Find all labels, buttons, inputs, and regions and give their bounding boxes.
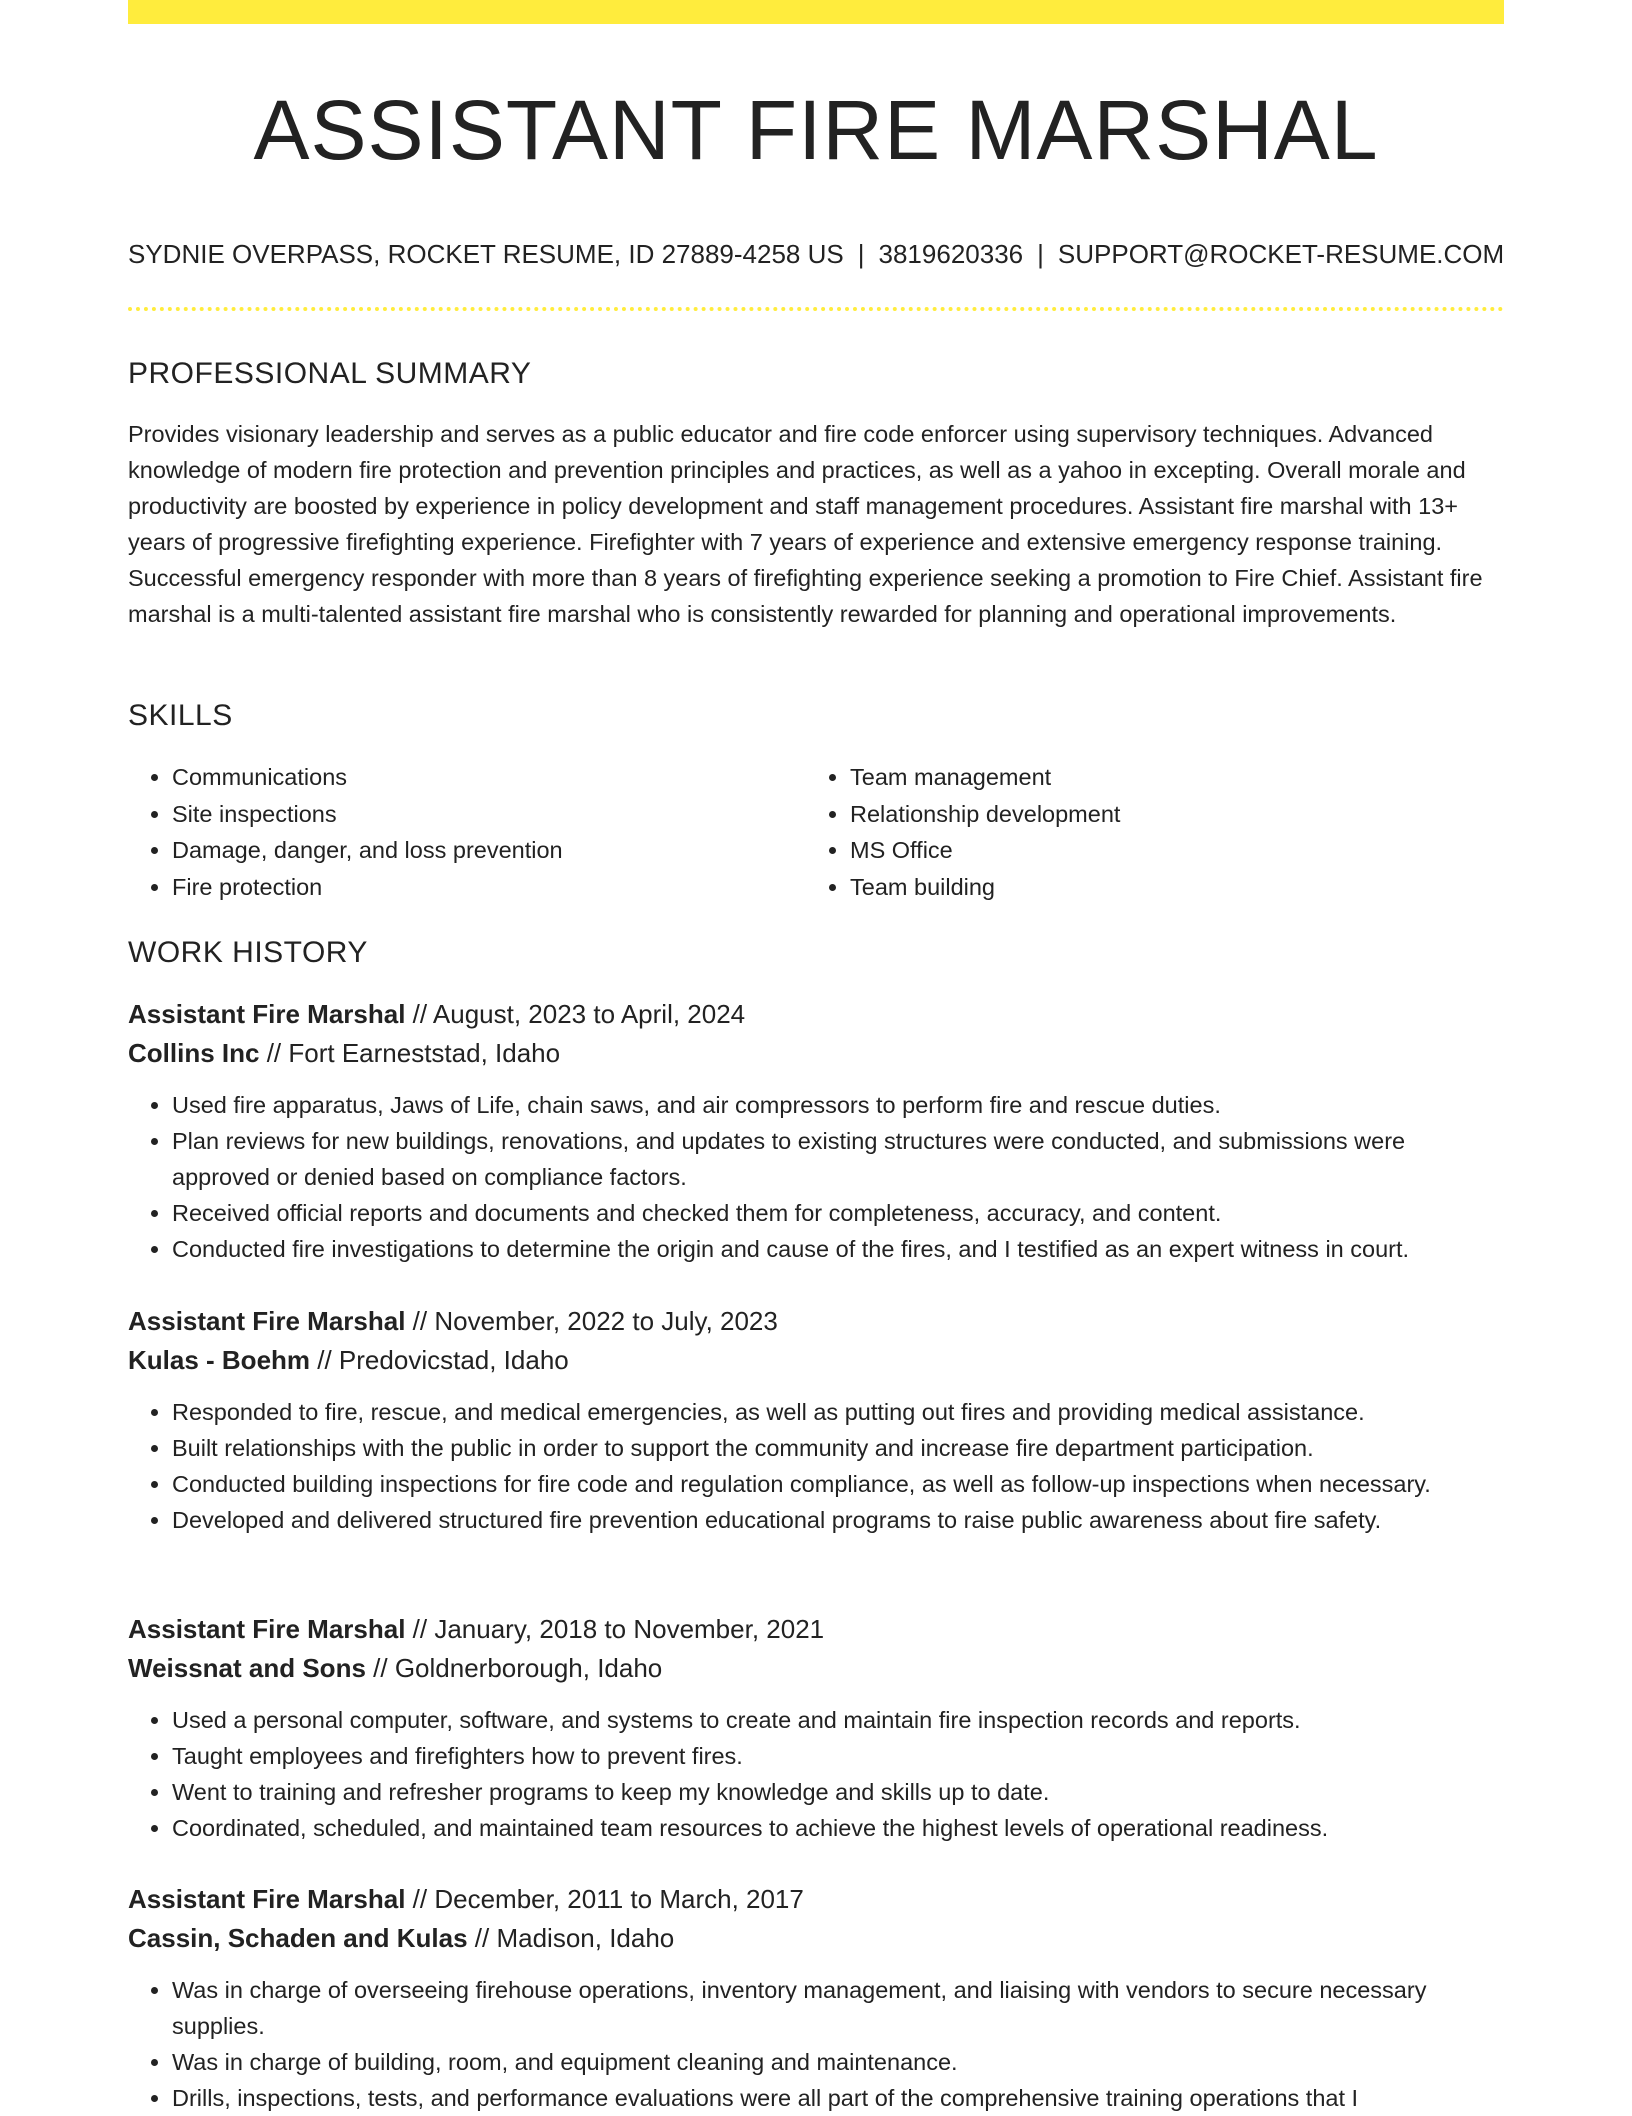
skills-heading: SKILLS — [128, 699, 233, 732]
list-item: • Team management — [850, 759, 1504, 796]
list-item: • Site inspections — [172, 796, 806, 833]
list-item: • MS Office — [850, 832, 1504, 869]
job-location: // Predovicstad, Idaho — [317, 1345, 569, 1375]
list-item: • Communications — [172, 759, 806, 796]
job-company: Kulas - Boehm — [128, 1345, 311, 1375]
job-bullets — [128, 1394, 1504, 1538]
job-company-line — [128, 1341, 1504, 1380]
page-title: ASSISTANT FIRE MARSHAL — [253, 83, 1379, 177]
summary-heading: PROFESSIONAL SUMMARY — [128, 357, 532, 390]
contact-separator: | — [857, 239, 865, 269]
job-title-line — [128, 995, 1504, 1034]
list-item: • Conducted building inspections for fire code and regulation compliance, as well as follow-up inspections when necessary. — [172, 1466, 1504, 1502]
job-company: Collins Inc — [128, 1038, 260, 1068]
list-item: • Used fire apparatus, Jaws of Life, chain saws, and air compressors to perform fire and rescue duties. — [172, 1087, 1504, 1123]
list-item: • Received official reports and documents and checked them for completeness, accuracy, and content. — [172, 1195, 1504, 1231]
skills-column-left — [128, 759, 806, 905]
list-item: • Drills, inspections, tests, and performance evaluations were all part of the comprehensive training operations that I — [172, 2080, 1504, 2116]
list-item: • Relationship development — [850, 796, 1504, 833]
job-location: // Fort Earneststad, Idaho — [266, 1038, 561, 1068]
accent-bar — [128, 0, 1504, 24]
list-item: • Team building — [850, 869, 1504, 906]
list-item: • Conducted fire investigations to determine the origin and cause of the fires, and I testified as an expert witness in court. — [172, 1231, 1504, 1267]
job-dates: // November, 2022 to July, 2023 — [412, 1306, 778, 1336]
job-bullets — [128, 1087, 1504, 1267]
job-company-line — [128, 1034, 1504, 1073]
list-item: • Responded to fire, rescue, and medical emergencies, as well as putting out fires and providing medical assistance. — [172, 1394, 1504, 1430]
contact-phone: 3819620336 — [878, 239, 1024, 269]
job-title-line — [128, 1302, 1504, 1341]
list-item: • Developed and delivered structured fire prevention educational programs to raise public awareness about fire safety. — [172, 1502, 1504, 1538]
list-item: • Fire protection — [172, 869, 806, 906]
list-item: • Built relationships with the public in order to support the community and increase fire department participation. — [172, 1430, 1504, 1466]
dotted-divider — [128, 307, 1504, 311]
skills-list — [128, 759, 1504, 905]
job-dates: // December, 2011 to March, 2017 — [412, 1884, 804, 1914]
job-entry — [128, 1880, 1504, 2116]
contact-address: SYDNIE OVERPASS, ROCKET RESUME, ID 27889-4258 US — [128, 239, 844, 269]
job-bullets — [128, 1702, 1504, 1846]
job-title: Assistant Fire Marshal — [128, 999, 406, 1029]
job-title: Assistant Fire Marshal — [128, 1884, 406, 1914]
list-item: • Was in charge of overseeing firehouse operations, inventory management, and liaising with vendors to secure necessary supplies. — [172, 1972, 1504, 2044]
job-title: Assistant Fire Marshal — [128, 1306, 406, 1336]
list-item: • Was in charge of building, room, and equipment cleaning and maintenance. — [172, 2044, 1504, 2080]
job-title-line — [128, 1610, 1504, 1649]
job-dates: // August, 2023 to April, 2024 — [412, 999, 746, 1029]
job-bullets — [128, 1972, 1504, 2116]
job-company-line — [128, 1919, 1504, 1958]
job-entry — [128, 1302, 1504, 1538]
list-item: • Went to training and refresher programs to keep my knowledge and skills up to date. — [172, 1774, 1504, 1810]
list-item: • Taught employees and firefighters how to prevent fires. — [172, 1738, 1504, 1774]
list-item: • Coordinated, scheduled, and maintained team resources to achieve the highest levels of operational readiness. — [172, 1810, 1504, 1846]
job-entry — [128, 995, 1504, 1267]
contact-separator: | — [1037, 239, 1044, 269]
job-title: Assistant Fire Marshal — [128, 1614, 406, 1644]
job-company-line — [128, 1649, 1504, 1688]
job-title-line — [128, 1880, 1504, 1919]
job-entry — [128, 1610, 1504, 1846]
list-item: • Used a personal computer, software, and systems to create and maintain fire inspection records and reports. — [172, 1702, 1504, 1738]
job-location: // Goldnerborough, Idaho — [373, 1653, 663, 1683]
skills-column-right — [806, 759, 1504, 905]
work-history-heading: WORK HISTORY — [128, 936, 368, 969]
list-item: • Plan reviews for new buildings, renovations, and updates to existing structures were conducted, and submissions were approved or denied based on compliance factors. — [172, 1123, 1504, 1195]
job-dates: // January, 2018 to November, 2021 — [412, 1614, 825, 1644]
job-company: Cassin, Schaden and Kulas — [128, 1923, 468, 1953]
contact-line — [128, 236, 1504, 272]
job-location: // Madison, Idaho — [474, 1923, 675, 1953]
summary-text: Provides visionary leadership and serves as a public educator and fire code enforcer using supervisory techniques. Advanced knowledge of modern fire protection and prevention principles and practices, as well as a yahoo in excepting. Overall morale and productivity are boosted by experience in policy development and staff management procedures. Assistant fire marshal with 13+ years of progressive firefighting experience. Firefighter with 7 years of experience and extensive emergency response training. Successful emergency responder with more than 8 years of firefighting experience seeking a promotion to Fire Chief. Assistant fire marshal is a multi-talented assistant fire marshal who is consistently rewarded for planning and operational improvements. — [128, 421, 1483, 627]
list-item: • Damage, danger, and loss prevention — [172, 832, 806, 869]
job-company: Weissnat and Sons — [128, 1653, 366, 1683]
contact-email: SUPPORT@ROCKET-RESUME.COM — [1057, 239, 1505, 269]
